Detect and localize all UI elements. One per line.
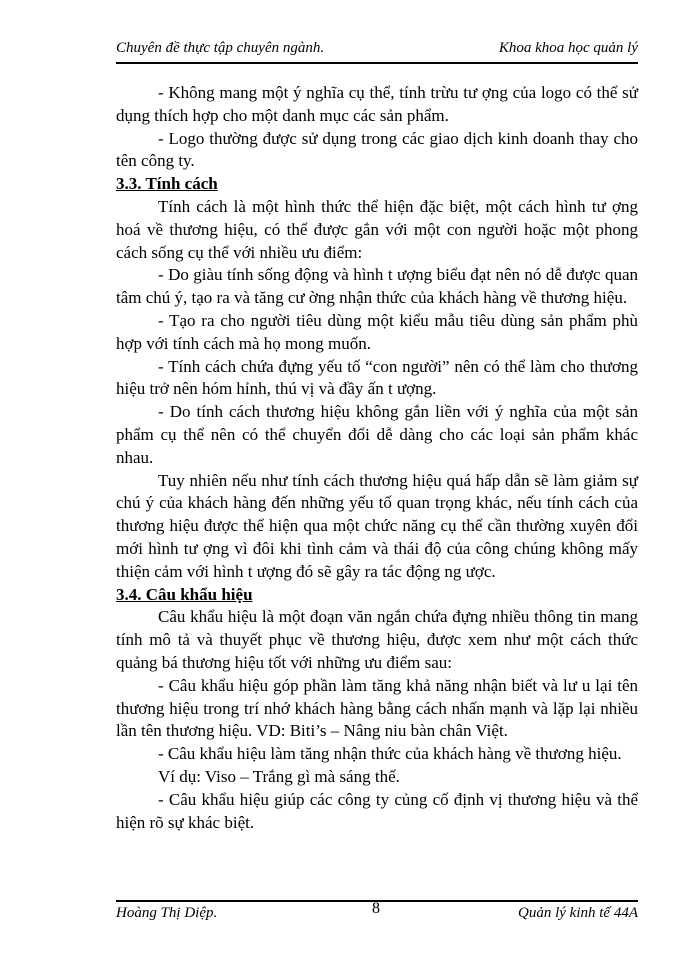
paragraph: - Do tính cách thương hiệu không gắn liền với ý nghĩa của một sản phẩm cụ thể nên có thể chuyển đổi dễ dàng cho các loại sản phẩm khác nhau. [116,402,638,467]
paragraph: - Tạo ra cho người tiêu dùng một kiểu mẫu tiêu dùng sản phẩm phù hợp với tính cách mà họ mong muốn. [116,310,638,353]
paragraph: - Không mang một ý nghĩa cụ thể, tính trừu tư ợng của logo có thể sử dụng thích hợp cho một danh mục các sản phẩm. [116,83,638,125]
page-header [116,40,638,64]
header-right-text: Khoa khoa học quản lý [498,40,638,56]
paragraph: - Tính cách chứa đựng yếu tố “con người” nên có thể làm cho thương hiệu trở nên hóm hỉnh, thú vị và đầy ấn t ượng. [116,356,638,399]
paragraph: Ví dụ: Viso – Trắng gì mà sáng thế. [158,766,400,786]
document-body [116,82,638,834]
footer-author: Hoàng Thị Diệp. [116,905,218,921]
paragraph: Câu khẩu hiệu là một đoạn văn ngắn chứa đựng nhiều thông tin mang tính mô tả và thuyết phục về thương hiệu, được xem như một cách thức quảng bá thương hiệu tốt với những ưu điểm sau: [116,607,638,672]
page-number: 8 [372,900,380,917]
paragraph: - Do giàu tính sống động và hình t ượng biểu đạt nên nó dễ được quan tâm chú ý, tạo ra và tăng cư ờng nhận thức của khách hàng về thương hiệu. [116,265,638,308]
paragraph: - Câu khẩu hiệu góp phần làm tăng khả năng nhận biết và lư u lại tên thương hiệu trong trí nhớ khách hàng bằng cách nhấn mạnh và lặp lại nhiều lần tên thương hiệu. VD: Biti’s – Nâng niu bàn chân Việt. [116,675,638,741]
header-left-text: Chuyên đề thực tập chuyên ngành. [116,40,325,56]
paragraph: - Logo thường được sử dụng trong các giao dịch kinh doanh thay cho tên công ty. [116,128,638,171]
section-heading: 3.4. Câu khẩu hiệu [116,584,253,604]
footer-class: Quản lý kinh tế 44A [518,905,638,921]
page-footer [116,900,638,924]
section-heading: 3.3. Tính cách [116,174,218,194]
paragraph: - Câu khẩu hiệu làm tăng nhận thức của khách hàng về thương hiệu. [158,744,622,764]
paragraph: Tuy nhiên nếu như tính cách thương hiệu quá hấp dẫn sẽ làm giảm sự chú ý của khách hàng đến những yếu tố quan trọng khác, nếu tính cách của thương hiệu được thể hiện qua một chức năng cụ thể cần thường xuyên đổi mới hình tư ợng vì đôi khi tình cảm và thái độ của công chúng không mấy thiện cảm với hình t ượng đó sẽ gây ra tác động ng ược. [116,470,638,581]
paragraph: Tính cách là một hình thức thể hiện đặc biệt, một cách hình tư ợng hoá về thương hiệu, có thể được gắn với một con người hoặc một phong cách sống cụ thể với nhiều ưu điểm: [116,196,638,262]
paragraph: - Câu khẩu hiệu giúp các công ty củng cố định vị thương hiệu và thể hiện rõ sự khác biệt. [116,789,638,832]
